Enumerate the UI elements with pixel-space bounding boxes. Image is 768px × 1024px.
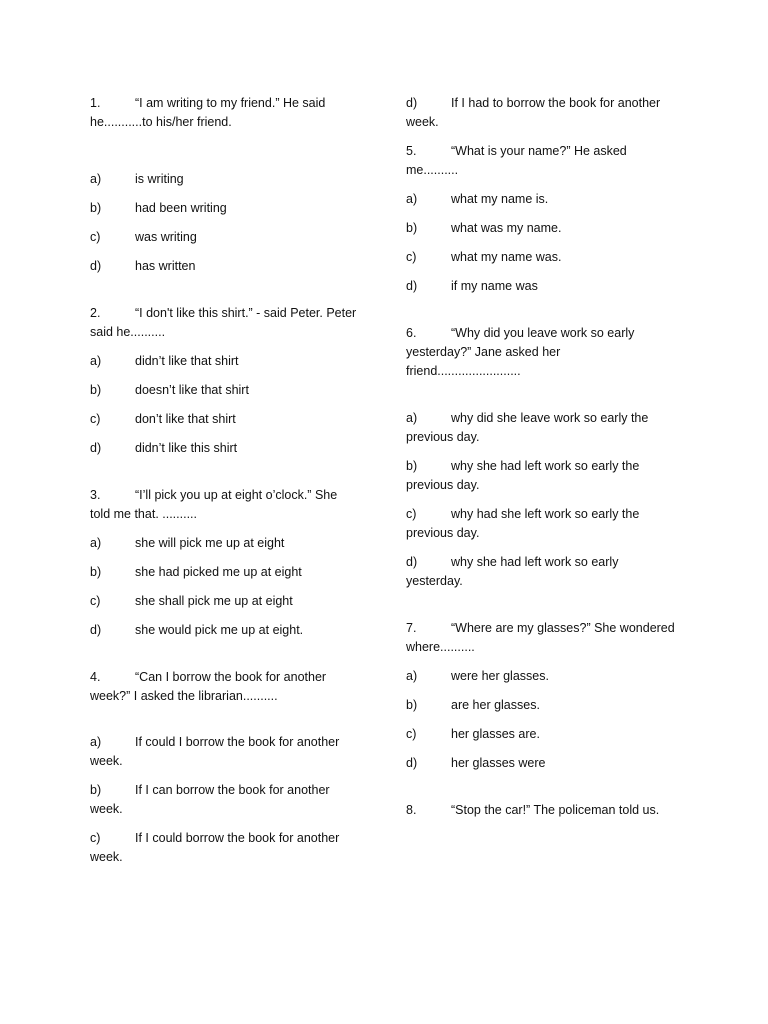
question-3 xyxy=(90,486,365,640)
question-8 xyxy=(406,801,681,820)
question-1 xyxy=(90,94,365,276)
question-text-line: “I don't like this shirt.” - said Peter. Peter xyxy=(135,306,357,320)
option-b xyxy=(406,696,681,715)
option-text: If could I borrow the book for another xyxy=(135,735,340,749)
option-text: has written xyxy=(135,259,196,273)
question-number: 7. xyxy=(406,621,417,635)
option-d xyxy=(90,621,365,640)
option-text: If I can borrow the book for another xyxy=(135,783,330,797)
option-text: she shall pick me up at eight xyxy=(135,594,293,608)
option-letter: c) xyxy=(90,412,101,426)
option-letter: a) xyxy=(406,192,418,206)
option-text: her glasses are. xyxy=(451,727,540,741)
question-number: 2. xyxy=(90,306,101,320)
option-text: she had picked me up at eight xyxy=(135,565,302,579)
option-text: what my name was. xyxy=(451,250,562,264)
option-text: what my name is. xyxy=(451,192,549,206)
option-d xyxy=(406,277,681,296)
option-letter: c) xyxy=(406,507,417,521)
option-text: are her glasses. xyxy=(451,698,540,712)
option-text: why she had left work so early xyxy=(451,555,619,569)
option-text: were her glasses. xyxy=(451,669,549,683)
question-5 xyxy=(406,142,681,296)
option-b xyxy=(406,219,681,238)
option-b xyxy=(90,199,365,218)
option-b xyxy=(90,563,365,582)
question-number: 5. xyxy=(406,144,417,158)
option-text-continued: previous day. xyxy=(406,526,480,540)
option-letter: c) xyxy=(90,594,101,608)
option-letter: a) xyxy=(406,411,418,425)
option-c xyxy=(406,725,681,744)
option-letter: b) xyxy=(406,459,418,473)
option-b xyxy=(90,781,365,800)
option-text: why did she leave work so early the xyxy=(451,411,649,425)
question-text-line: “I am writing to my friend.” He said xyxy=(135,96,326,110)
option-a xyxy=(90,733,365,752)
option-letter: b) xyxy=(90,565,102,579)
option-d xyxy=(406,94,681,113)
option-letter: c) xyxy=(406,250,417,264)
option-text: her glasses were xyxy=(451,756,546,770)
question-text-line: friend........................ xyxy=(406,364,521,378)
question-7 xyxy=(406,619,681,773)
question-text-line: “Why did you leave work so early xyxy=(451,326,635,340)
option-d xyxy=(90,439,365,458)
option-text-continued: week. xyxy=(90,802,123,816)
option-text: she would pick me up at eight. xyxy=(135,623,304,637)
question-text-line: “Stop the car!” The policeman told us. xyxy=(451,803,660,817)
option-letter: d) xyxy=(90,623,102,637)
option-letter: b) xyxy=(406,698,418,712)
option-text: she will pick me up at eight xyxy=(135,536,285,550)
option-text-continued: week. xyxy=(406,115,439,129)
option-letter: d) xyxy=(406,279,418,293)
option-letter: b) xyxy=(90,201,102,215)
question-text-line: where.......... xyxy=(406,640,475,654)
option-letter: c) xyxy=(90,831,101,845)
option-d xyxy=(406,553,681,572)
option-a xyxy=(90,352,365,371)
option-c xyxy=(406,505,681,524)
option-b xyxy=(406,457,681,476)
question-number: 1. xyxy=(90,96,101,110)
option-a xyxy=(406,190,681,209)
option-letter: b) xyxy=(90,383,102,397)
option-text: if my name was xyxy=(451,279,538,293)
question-number: 6. xyxy=(406,326,417,340)
question-number: 3. xyxy=(90,488,101,502)
option-letter: d) xyxy=(90,259,102,273)
right-column xyxy=(406,94,681,820)
option-text: was writing xyxy=(135,230,197,244)
question-text-line: me.......... xyxy=(406,163,459,177)
option-text-continued: week. xyxy=(90,850,123,864)
option-d xyxy=(90,257,365,276)
option-b xyxy=(90,381,365,400)
question-number: 8. xyxy=(406,803,417,817)
option-a xyxy=(406,667,681,686)
option-letter: b) xyxy=(90,783,102,797)
option-letter: a) xyxy=(90,172,102,186)
option-letter: d) xyxy=(90,441,102,455)
option-text-continued: yesterday. xyxy=(406,574,463,588)
option-c xyxy=(90,228,365,247)
option-a xyxy=(90,170,365,189)
option-text: why she had left work so early the xyxy=(451,459,640,473)
option-letter: c) xyxy=(406,727,417,741)
option-text: is writing xyxy=(135,172,184,186)
question-2 xyxy=(90,304,365,458)
option-letter: a) xyxy=(406,669,418,683)
option-a xyxy=(406,409,681,428)
left-column xyxy=(90,94,365,867)
option-text: why had she left work so early the xyxy=(451,507,640,521)
option-text: If I had to borrow the book for another xyxy=(451,96,661,110)
question-text-line: yesterday?” Jane asked her xyxy=(406,345,561,359)
option-c xyxy=(90,410,365,429)
option-text-continued: week. xyxy=(90,754,123,768)
option-c xyxy=(406,248,681,267)
option-text-continued: previous day. xyxy=(406,478,480,492)
option-d xyxy=(406,754,681,773)
question-text-line: “What is your name?” He asked xyxy=(451,144,627,158)
question-text-line: “Can I borrow the book for another xyxy=(135,670,327,684)
question-text-line: week?” I asked the librarian.......... xyxy=(90,689,278,703)
option-letter: c) xyxy=(90,230,101,244)
option-a xyxy=(90,534,365,553)
question-text-line: “I’ll pick you up at eight o’clock.” She xyxy=(135,488,338,502)
option-text: didn’t like this shirt xyxy=(135,441,238,455)
option-c xyxy=(90,829,365,848)
question-6 xyxy=(406,324,681,591)
option-letter: b) xyxy=(406,221,418,235)
option-text-continued: previous day. xyxy=(406,430,480,444)
option-letter: d) xyxy=(406,555,418,569)
option-letter: a) xyxy=(90,354,102,368)
option-letter: d) xyxy=(406,756,418,770)
question-text-line: he...........to his/her friend. xyxy=(90,115,232,129)
option-text: If I could borrow the book for another xyxy=(135,831,340,845)
option-text: what was my name. xyxy=(451,221,562,235)
option-text: had been writing xyxy=(135,201,227,215)
question-text-line: “Where are my glasses?” She wondered xyxy=(451,621,675,635)
question-4 xyxy=(90,668,365,867)
option-text: didn’t like that shirt xyxy=(135,354,239,368)
option-text: doesn’t like that shirt xyxy=(135,383,249,397)
question-text-line: said he.......... xyxy=(90,325,166,339)
option-c xyxy=(90,592,365,611)
option-letter: d) xyxy=(406,96,418,110)
option-letter: a) xyxy=(90,536,102,550)
question-text-line: told me that. .......... xyxy=(90,507,197,521)
option-text: don’t like that shirt xyxy=(135,412,236,426)
question-number: 4. xyxy=(90,670,101,684)
question-4-option-d xyxy=(406,94,681,132)
option-letter: a) xyxy=(90,735,102,749)
